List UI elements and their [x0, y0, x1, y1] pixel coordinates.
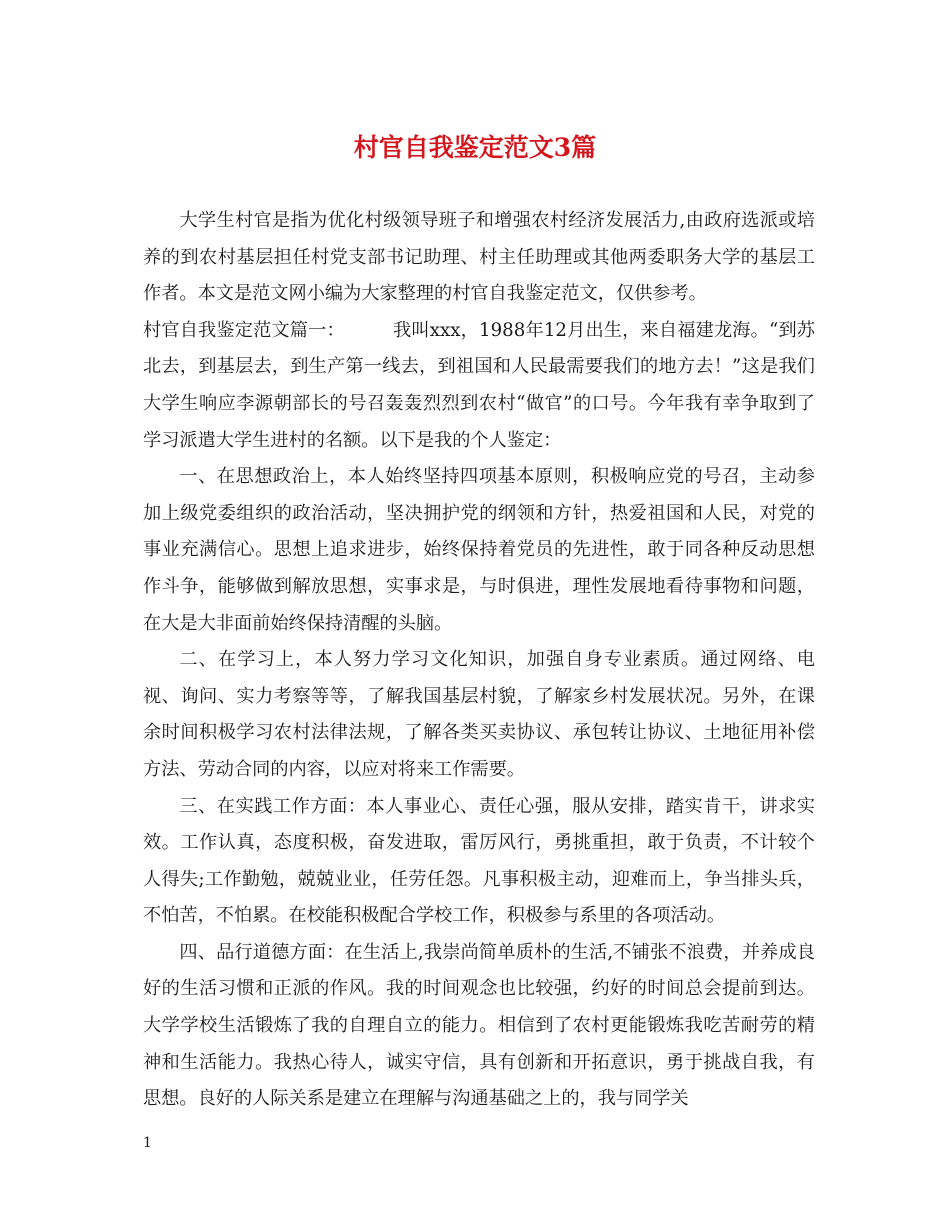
document-body	[143, 203, 815, 1118]
paragraph-study: 二、在学习上，本人努力学习文化知识，加强自身专业素质。通过网络、电视、询问、实力考察等等，了解我国基层村貌，了解家乡村发展状况。另外，在课余时间积极学习农村法律法规，了解各类买卖协议、承包转让协议、土地征用补偿方法、劳动合同的内容，以应对将来工作需要。	[143, 649, 815, 780]
section-opening-paragraph	[143, 313, 815, 459]
paragraph-morality: 四、品行道德方面：在生活上,我崇尚简单质朴的生活,不铺张不浪费，并养成良好的生活习惯和正派的作风。我的时间观念也比较强，约好的时间总会提前到达。大学学校生活锻炼了我的自理自立的能力。相信到了农村更能锻炼我吃苦耐劳的精神和生活能力。我热心待人，诚实守信，具有创新和开拓意识，勇于挑战自我，有思想。良好的人际关系是建立在理解与沟通基础之上的，我与同学关	[143, 941, 815, 1110]
document-title: 村官自我鉴定范文3篇	[353, 133, 597, 162]
section-opening-text: 我叫xxx，1988年12月出生，来自福建龙海。“到苏北去，到基层去，到生产第一线去，到祖国和人民最需要我们的地方去！”这是我们大学生响应李源朝部长的号召轰轰烈烈到农村“做官”的口号。今年我有幸争取到了学习派遣大学生进村的名额。以下是我的个人鉴定：	[143, 319, 815, 451]
intro-paragraph: 大学生村官是指为优化村级领导班子和增强农村经济发展活力,由政府选派或培养的到农村基层担任村党支部书记助理、村主任助理或其他两委职务大学的基层工作者。本文是范文网小编为大家整理的村官自我鉴定范文，仅供参考。	[143, 210, 815, 305]
paragraph-practice: 三、在实践工作方面：本人事业心、责任心强，服从安排，踏实肯干，讲求实效。工作认真，态度积极，奋发进取，雷厉风行，勇挑重担，敢于负责，不计较个人得失;工作勤勉，兢兢业业，任劳任怨。凡事积极主动，迎难而上，争当排头兵，不怕苦，不怕累。在校能积极配合学校工作，积极参与系里的各项活动。	[143, 795, 815, 927]
section-heading: 村官自我鉴定范文篇一：	[143, 319, 345, 341]
page-number: 1	[143, 1135, 152, 1151]
paragraph-political: 一、在思想政治上，本人始终坚持四项基本原则，积极响应党的号召，主动参加上级党委组织的政治活动，坚决拥护党的纲领和方针，热爱祖国和人民，对党的事业充满信心。思想上追求进步，始终保持着党员的先进性，敢于同各种反动思想作斗争，能够做到解放思想，实事求是，与时俱进，理性发展地看待事物和问题，在大是大非面前始终保持清醒的头脑。	[143, 466, 815, 634]
